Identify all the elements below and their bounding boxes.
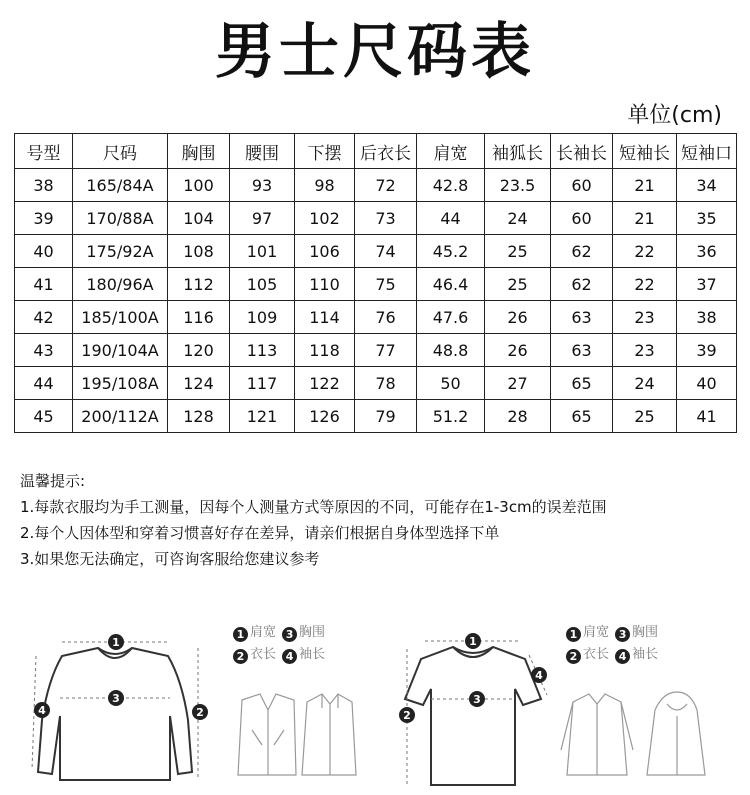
table-row	[15, 367, 737, 400]
tip-item: 3.如果您无法确定，可咨询客服给您建议参考	[20, 550, 320, 568]
table-cell: 38	[677, 301, 737, 334]
table-cell: 24	[485, 202, 551, 235]
table-cell: 114	[295, 301, 355, 334]
table-cell: 65	[551, 367, 613, 400]
table-cell: 185/100A	[73, 301, 168, 334]
table-cell: 28	[485, 400, 551, 433]
table-cell: 51.2	[417, 400, 485, 433]
svg-text:1: 1	[469, 635, 477, 648]
column-header: 肩宽	[417, 134, 485, 169]
table-cell: 34	[677, 169, 737, 202]
table-cell: 26	[485, 334, 551, 367]
table-row	[15, 400, 737, 433]
table-cell: 48.8	[417, 334, 485, 367]
legend-left: 1 肩宽 3 胸围 2 衣长 4 袖长	[233, 622, 331, 666]
measure-marker-1	[465, 633, 481, 649]
table-cell: 195/108A	[73, 367, 168, 400]
table-cell: 75	[355, 268, 417, 301]
legend-right: 1 肩宽 3 胸围 2 衣长 4 袖长	[566, 622, 664, 666]
table-row	[15, 268, 737, 301]
table-cell: 72	[355, 169, 417, 202]
column-header: 短袖长	[613, 134, 677, 169]
svg-text:2: 2	[403, 709, 411, 722]
table-cell: 21	[613, 202, 677, 235]
table-cell: 106	[295, 235, 355, 268]
table-cell: 27	[485, 367, 551, 400]
table-cell: 104	[168, 202, 230, 235]
table-cell: 78	[355, 367, 417, 400]
column-header: 下摆	[295, 134, 355, 169]
tips-heading: 温馨提示:	[20, 472, 86, 490]
table-row	[15, 169, 737, 202]
table-cell: 47.6	[417, 301, 485, 334]
tip-item: 2.每个人因体型和穿着习惯喜好存在差异，请亲们根据自身体型选择下单	[20, 524, 500, 542]
table-cell: 113	[230, 334, 295, 367]
table-cell: 41	[15, 268, 73, 301]
table-cell: 37	[677, 268, 737, 301]
table-row	[15, 301, 737, 334]
table-cell: 25	[485, 235, 551, 268]
table-cell: 23.5	[485, 169, 551, 202]
column-header: 后衣长	[355, 134, 417, 169]
table-cell: 120	[168, 334, 230, 367]
table-cell: 98	[295, 169, 355, 202]
column-header: 袖狐长	[485, 134, 551, 169]
table-cell: 60	[551, 202, 613, 235]
measure-marker-2	[399, 707, 415, 723]
svg-text:2: 2	[196, 706, 204, 719]
table-cell: 108	[168, 235, 230, 268]
table-cell: 25	[485, 268, 551, 301]
table-cell: 23	[613, 334, 677, 367]
measure-marker-4	[34, 702, 50, 718]
table-cell: 100	[168, 169, 230, 202]
table-cell: 118	[295, 334, 355, 367]
table-cell: 121	[230, 400, 295, 433]
table-cell: 63	[551, 334, 613, 367]
table-cell: 39	[677, 334, 737, 367]
shirt-hoodie-sketch-icons	[555, 690, 715, 785]
table-cell: 77	[355, 334, 417, 367]
size-table	[14, 133, 737, 433]
table-cell: 62	[551, 268, 613, 301]
table-cell: 74	[355, 235, 417, 268]
table-cell: 45	[15, 400, 73, 433]
measure-marker-3	[108, 690, 124, 706]
table-cell: 73	[355, 202, 417, 235]
table-cell: 102	[295, 202, 355, 235]
table-cell: 122	[295, 367, 355, 400]
table-cell: 42	[15, 301, 73, 334]
measure-marker-3	[469, 691, 485, 707]
table-cell: 190/104A	[73, 334, 168, 367]
column-header: 胸围	[168, 134, 230, 169]
measure-marker-1	[108, 634, 124, 650]
table-cell: 60	[551, 169, 613, 202]
table-cell: 93	[230, 169, 295, 202]
table-cell: 65	[551, 400, 613, 433]
table-cell: 124	[168, 367, 230, 400]
table-cell: 170/88A	[73, 202, 168, 235]
column-header: 尺码	[73, 134, 168, 169]
table-cell: 22	[613, 268, 677, 301]
svg-text:4: 4	[535, 669, 543, 682]
table-cell: 40	[15, 235, 73, 268]
table-cell: 79	[355, 400, 417, 433]
table-header-row	[15, 134, 737, 169]
column-header: 号型	[15, 134, 73, 169]
table-body	[15, 169, 737, 433]
tip-item: 1.每款衣服均为手工测量，因每个人测量方式等原因的不同，可能存在1-3cm的误差范围	[20, 498, 607, 516]
page-title: 男士尺码表	[215, 17, 535, 87]
table-cell: 110	[295, 268, 355, 301]
table-cell: 46.4	[417, 268, 485, 301]
table-cell: 21	[613, 169, 677, 202]
table-cell: 101	[230, 235, 295, 268]
column-header: 长袖长	[551, 134, 613, 169]
table-cell: 180/96A	[73, 268, 168, 301]
table-cell: 97	[230, 202, 295, 235]
table-cell: 165/84A	[73, 169, 168, 202]
table-cell: 175/92A	[73, 235, 168, 268]
table-cell: 38	[15, 169, 73, 202]
table-cell: 109	[230, 301, 295, 334]
svg-text:3: 3	[473, 693, 481, 706]
tips-section	[20, 468, 607, 572]
table-cell: 24	[613, 367, 677, 400]
table-cell: 42.8	[417, 169, 485, 202]
table-cell: 63	[551, 301, 613, 334]
column-header: 短袖口	[677, 134, 737, 169]
measure-marker-2	[192, 704, 208, 720]
table-cell: 128	[168, 400, 230, 433]
table-cell: 44	[417, 202, 485, 235]
table-row	[15, 235, 737, 268]
unit-label: 单位(cm)	[627, 103, 722, 128]
table-cell: 35	[677, 202, 737, 235]
table-cell: 39	[15, 202, 73, 235]
table-row	[15, 334, 737, 367]
table-cell: 40	[677, 367, 737, 400]
svg-text:4: 4	[38, 704, 46, 717]
table-cell: 36	[677, 235, 737, 268]
svg-text:3: 3	[112, 692, 120, 705]
table-cell: 105	[230, 268, 295, 301]
table-cell: 44	[15, 367, 73, 400]
table-cell: 117	[230, 367, 295, 400]
table-cell: 23	[613, 301, 677, 334]
table-cell: 45.2	[417, 235, 485, 268]
table-cell: 62	[551, 235, 613, 268]
table-cell: 22	[613, 235, 677, 268]
long-sleeve-diagram	[30, 620, 220, 790]
measure-marker-4	[531, 667, 547, 683]
jacket-sketch-icons	[222, 690, 372, 785]
table-cell: 200/112A	[73, 400, 168, 433]
table-cell: 26	[485, 301, 551, 334]
svg-text:1: 1	[112, 636, 120, 649]
table-row	[15, 202, 737, 235]
table-cell: 112	[168, 268, 230, 301]
table-cell: 25	[613, 400, 677, 433]
table-cell: 116	[168, 301, 230, 334]
table-cell: 50	[417, 367, 485, 400]
table-cell: 41	[677, 400, 737, 433]
table-cell: 76	[355, 301, 417, 334]
short-sleeve-diagram	[395, 625, 555, 790]
table-cell: 43	[15, 334, 73, 367]
table-cell: 126	[295, 400, 355, 433]
column-header: 腰围	[230, 134, 295, 169]
